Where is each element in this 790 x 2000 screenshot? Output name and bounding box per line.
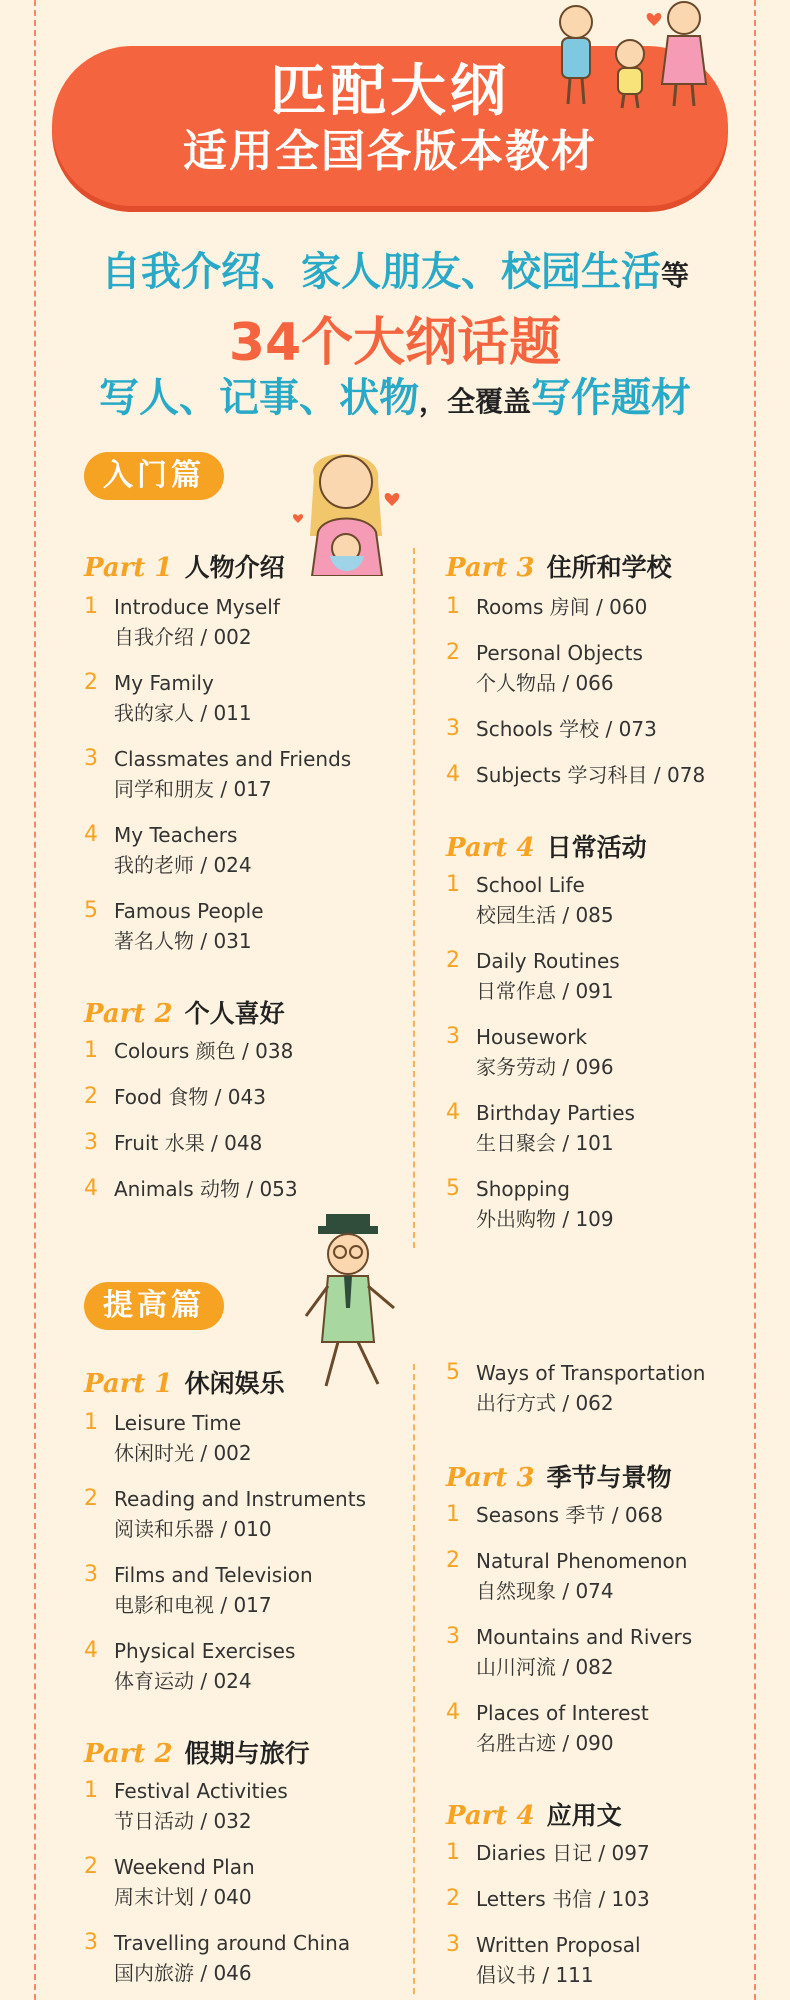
part-title: 假期与旅行 (184, 1739, 310, 1768)
list-item (446, 1930, 766, 1990)
item-number: 1 (446, 872, 460, 897)
item-number: 2 (84, 670, 98, 695)
item-chinese: 自然现象 / 074 (476, 1579, 614, 1603)
item-english: My Family (114, 671, 214, 695)
headline-etc: 等 (660, 259, 689, 292)
item-number: 3 (84, 1930, 98, 1955)
item-english: Housework (476, 1025, 588, 1049)
part-number: Part 2 (84, 1739, 173, 1769)
list-item (84, 820, 404, 880)
item-chinese: 电影和电视 / 017 (114, 1593, 272, 1617)
item-number: 2 (84, 1854, 98, 1879)
item-chinese: 外出购物 / 109 (476, 1207, 614, 1231)
item-english: Seasons 季节 / 068 (476, 1503, 663, 1527)
list-item (84, 1852, 404, 1912)
list-item (84, 1082, 404, 1112)
list-item (446, 714, 766, 744)
list-item (446, 760, 766, 790)
item-number: 4 (446, 762, 460, 787)
part-number: Part 3 (446, 1463, 535, 1493)
headline-themes: 写作题材 (531, 375, 691, 421)
intro-left-column (84, 548, 404, 1204)
item-number: 3 (84, 1130, 98, 1155)
item-number: 1 (446, 1502, 460, 1527)
item-english: Personal Objects (476, 641, 643, 665)
part-title: 日常活动 (546, 833, 647, 862)
item-chinese: 自我介绍 / 002 (114, 625, 252, 649)
item-chinese: 体育运动 / 024 (114, 1669, 252, 1693)
list-item (446, 1022, 766, 1082)
part-title: 住所和学校 (546, 553, 672, 582)
item-number: 4 (446, 1700, 460, 1725)
item-english: Reading and Instruments (114, 1487, 366, 1511)
item-number: 3 (446, 1932, 460, 1957)
item-english: Diaries 日记 / 097 (476, 1841, 650, 1865)
list-item (446, 1838, 766, 1868)
item-chinese: 个人物品 / 066 (476, 671, 614, 695)
item-english: Travelling around China (114, 1931, 351, 1955)
item-number: 2 (84, 1486, 98, 1511)
item-english: Introduce Myself (114, 595, 280, 619)
item-english: Rooms 房间 / 060 (476, 595, 648, 619)
headline-topics: 自我介绍、家人朋友、校园生活 (100, 249, 661, 295)
part-heading (446, 1796, 766, 1830)
intro-right-column (446, 548, 766, 1234)
item-number: 3 (84, 1562, 98, 1587)
list-item (84, 1128, 404, 1158)
item-chinese: 国内旅游 / 046 (114, 1961, 252, 1985)
part-title: 应用文 (546, 1801, 622, 1830)
item-chinese: 周末计划 / 040 (114, 1885, 252, 1909)
item-number: 3 (446, 716, 460, 741)
item-number: 3 (446, 1024, 460, 1049)
item-english: Famous People (114, 899, 264, 923)
list-item (446, 1884, 766, 1914)
part-title: 季节与景物 (546, 1463, 672, 1492)
headline-line-3 (0, 366, 790, 423)
item-chinese: 山川河流 / 082 (476, 1655, 614, 1679)
item-number: 2 (446, 1886, 460, 1911)
item-chinese: 日常作息 / 091 (476, 979, 614, 1003)
list-item (84, 1036, 404, 1066)
part-heading (84, 1734, 404, 1768)
item-chinese: 校园生活 / 085 (476, 903, 614, 927)
item-chinese: 休闲时光 / 002 (114, 1441, 252, 1465)
part-heading (84, 1364, 404, 1398)
item-english: Colours 颜色 / 038 (114, 1039, 294, 1063)
list-item (84, 1484, 404, 1544)
item-chinese: 我的家人 / 011 (114, 701, 252, 725)
item-number: 1 (84, 1778, 98, 1803)
list-item (446, 638, 766, 698)
list-item (446, 870, 766, 930)
item-number: 4 (84, 1176, 98, 1201)
list-item (446, 1622, 766, 1682)
list-item (446, 1174, 766, 1234)
item-number: 3 (84, 746, 98, 771)
part-number: Part 2 (84, 999, 173, 1029)
item-english: Written Proposal (476, 1933, 641, 1957)
item-chinese: 同学和朋友 / 017 (114, 777, 272, 801)
item-english: Subjects 学习科目 / 078 (476, 763, 706, 787)
item-number: 3 (446, 1624, 460, 1649)
list-item (446, 1098, 766, 1158)
item-english: Leisure Time (114, 1411, 242, 1435)
item-number: 1 (446, 594, 460, 619)
item-chinese: 倡议书 / 111 (476, 1963, 594, 1987)
headline-genres: 写人、记事、状物 (98, 375, 419, 421)
list-item (84, 744, 404, 804)
advanced-right-column (446, 1358, 766, 1990)
part-title: 休闲娱乐 (184, 1369, 285, 1398)
item-english: Birthday Parties (476, 1101, 635, 1125)
part-number: Part 3 (446, 553, 535, 583)
item-english: Places of Interest (476, 1701, 649, 1725)
item-english: School Life (476, 873, 585, 897)
item-english: Fruit 水果 / 048 (114, 1131, 263, 1155)
item-english: Schools 学校 / 073 (476, 717, 657, 741)
section-badge-advanced: 提高篇 (84, 1282, 224, 1330)
banner-subtitle: 适用全国各版本教材 (183, 126, 597, 177)
part-title: 个人喜好 (184, 999, 285, 1028)
item-chinese: 生日聚会 / 101 (476, 1131, 614, 1155)
item-number: 5 (446, 1176, 460, 1201)
item-number: 4 (446, 1100, 460, 1125)
item-number: 5 (446, 1360, 460, 1385)
list-item (84, 896, 404, 956)
list-item (446, 1698, 766, 1758)
part-number: Part 1 (84, 553, 173, 583)
item-chinese: 我的老师 / 024 (114, 853, 252, 877)
list-item (446, 592, 766, 622)
item-english: Natural Phenomenon (476, 1549, 688, 1573)
headline-line-1 (0, 240, 790, 297)
item-chinese: 著名人物 / 031 (114, 929, 252, 953)
item-english: Films and Television (114, 1563, 313, 1587)
part-heading (446, 828, 766, 862)
item-english: Animals 动物 / 053 (114, 1177, 298, 1201)
family-illustration (548, 0, 712, 110)
item-english: Weekend Plan (114, 1855, 255, 1879)
item-number: 1 (84, 594, 98, 619)
item-chinese: 家务劳动 / 096 (476, 1055, 614, 1079)
item-number: 1 (84, 1038, 98, 1063)
list-item (84, 1636, 404, 1696)
part-heading (446, 548, 766, 582)
item-english: Mountains and Rivers (476, 1625, 693, 1649)
part-number: Part 4 (446, 1801, 535, 1831)
item-chinese: 名胜古迹 / 090 (476, 1731, 614, 1755)
item-number: 2 (446, 1548, 460, 1573)
list-item (84, 1776, 404, 1836)
item-number: 2 (446, 948, 460, 973)
item-english: Ways of Transportation (476, 1361, 706, 1385)
item-chinese: 阅读和乐器 / 010 (114, 1517, 272, 1541)
part-number: Part 4 (446, 833, 535, 863)
column-divider-advanced (413, 1364, 415, 1994)
list-item (84, 1174, 404, 1204)
item-english: Classmates and Friends (114, 747, 352, 771)
headline-coverage: ，全覆盖 (418, 385, 531, 418)
item-number: 1 (446, 1840, 460, 1865)
item-number: 4 (84, 1638, 98, 1663)
list-item (446, 1500, 766, 1530)
list-item (84, 1928, 404, 1988)
item-chinese: 节日活动 / 032 (114, 1809, 252, 1833)
item-english: Letters 书信 / 103 (476, 1887, 650, 1911)
list-item (446, 1358, 766, 1418)
item-chinese: 出行方式 / 062 (476, 1391, 614, 1415)
item-english: Physical Exercises (114, 1639, 296, 1663)
banner-title: 匹配大纲 (270, 59, 510, 124)
list-item (84, 1408, 404, 1468)
list-item (84, 592, 404, 652)
part-number: Part 1 (84, 1369, 173, 1399)
item-english: Festival Activities (114, 1779, 288, 1803)
advanced-left-column (84, 1364, 404, 1988)
section-badge-intro: 入门篇 (84, 452, 224, 500)
item-english: My Teachers (114, 823, 238, 847)
part-heading (84, 994, 404, 1028)
part-heading (446, 1458, 766, 1492)
item-number: 2 (446, 640, 460, 665)
item-number: 4 (84, 822, 98, 847)
column-divider-intro (413, 548, 415, 1248)
item-number: 1 (84, 1410, 98, 1435)
item-english: Shopping (476, 1177, 570, 1201)
list-item (446, 946, 766, 1006)
list-item (84, 668, 404, 728)
part-title: 人物介绍 (184, 553, 285, 582)
headline-line-2: 34个大纲话题 (228, 313, 562, 373)
item-number: 5 (84, 898, 98, 923)
item-number: 2 (84, 1084, 98, 1109)
part-heading (84, 548, 404, 582)
list-item (84, 1560, 404, 1620)
list-item (446, 1546, 766, 1606)
item-english: Food 食物 / 043 (114, 1085, 266, 1109)
item-english: Daily Routines (476, 949, 620, 973)
